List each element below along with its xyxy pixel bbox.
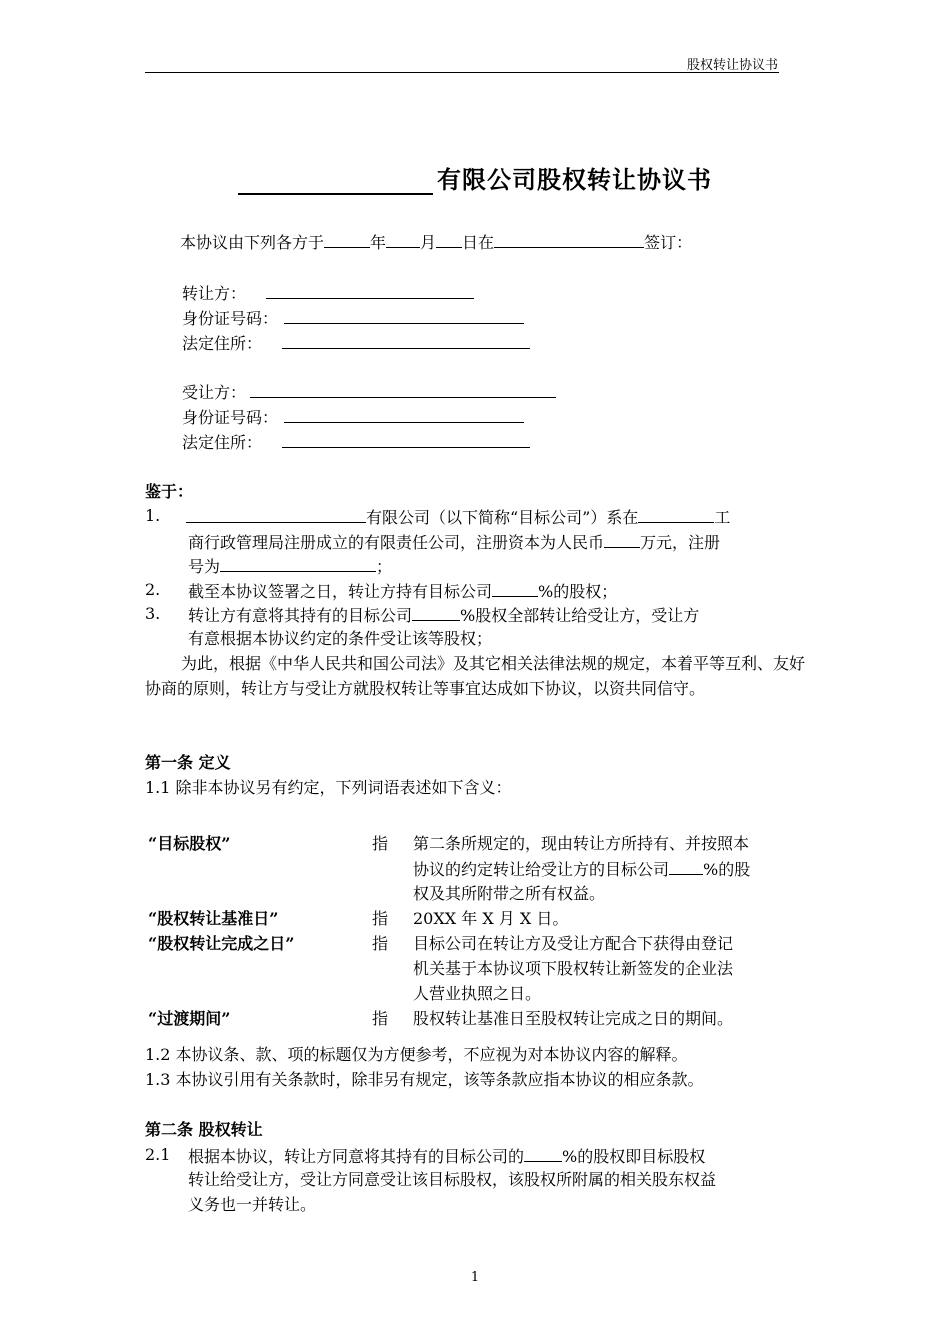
whereas-item1-line1 xyxy=(186,504,730,530)
clause-1-1: 1.1 除非本协议另有约定，下列词语表述如下含义： xyxy=(145,778,512,797)
intro-line xyxy=(180,229,692,255)
whereas-item1-line2 xyxy=(188,529,720,555)
whereas-item1-text-b: 工 xyxy=(714,508,731,527)
definition-body-line xyxy=(413,856,750,882)
clause-2-1-text-b: %的股权即目标股权 xyxy=(562,1147,706,1166)
whereas-item1-text-a: 有限公司（以下简称“目标公司”）系在 xyxy=(366,508,639,527)
transferee-address-blank xyxy=(282,429,530,448)
whereas-item1-number: 1. xyxy=(145,506,161,525)
whereas-item3-text-b: %股权全部转让给受让方，受让方 xyxy=(460,606,700,625)
transferee-address-line xyxy=(182,429,530,455)
article1-heading: 第一条 定义 xyxy=(145,753,231,772)
whereas-item1-text-c: 商行政管理局注册成立的有限责任公司，注册资本为人民币 xyxy=(188,533,605,552)
day-label: 日在 xyxy=(462,233,495,252)
definition-body: 股权转让基准日至股权转让完成之日的期间。 xyxy=(413,1009,734,1028)
article2-heading: 第二条 股权转让 xyxy=(145,1120,263,1139)
intro-text: 本协议由下列各方于 xyxy=(180,233,325,252)
transfer-share-blank xyxy=(524,1143,562,1162)
registration-number-blank xyxy=(220,553,376,572)
whereas-item3-line2: 有意根据本协议约定的条件受让该等股权； xyxy=(188,629,493,648)
transferor-name-blank xyxy=(266,280,474,299)
whereas-item1-text-d: 万元，注册 xyxy=(640,533,721,552)
month-blank xyxy=(386,229,420,248)
clause-2-1-text-a: 根据本协议，转让方同意将其持有的目标公司的 xyxy=(188,1147,525,1166)
place-blank xyxy=(494,229,644,248)
year-label: 年 xyxy=(370,233,387,252)
clause-2-1-line1 xyxy=(188,1143,705,1169)
whereas-item1-line3 xyxy=(188,553,392,579)
definition-body: 20XX 年 X 月 X 日。 xyxy=(413,909,569,928)
definition-body: 第二条所规定的，现由转让方所持有、并按照本 xyxy=(413,834,750,853)
signed-label: 签订： xyxy=(644,233,693,252)
registration-authority-blank xyxy=(638,504,714,523)
transferor-address-blank xyxy=(282,330,530,349)
running-header: 股权转让协议书 xyxy=(686,58,778,73)
definition-body-line: 权及其所附带之所有权益。 xyxy=(413,884,606,903)
transferor-name-line xyxy=(182,280,474,306)
year-blank xyxy=(324,229,370,248)
definition-term: “过渡期间” xyxy=(148,1009,231,1028)
transferor-id-blank xyxy=(284,305,524,324)
transferor-address-line xyxy=(182,330,530,356)
whereas-heading: 鉴于： xyxy=(145,482,194,501)
transferor-address-label: 法定住所： xyxy=(182,334,263,353)
definition-means: 指 xyxy=(372,934,389,953)
whereas-item2-line xyxy=(188,578,617,604)
whereas-item1-text-e: 号为 xyxy=(188,557,221,576)
definition-means: 指 xyxy=(372,1009,389,1028)
whereas-item2-text-b: %的股权； xyxy=(538,582,618,601)
definition-body-line: 机关基于本协议项下股权转让新签发的企业法 xyxy=(413,959,734,978)
definition-body-c: %的股 xyxy=(703,860,751,879)
definition-body-b: 协议的约定转让给受让方的目标公司 xyxy=(413,860,670,879)
transferee-id-blank xyxy=(284,404,524,423)
whereas-item2-number: 2. xyxy=(145,580,161,599)
whereas-closing-paragraph: 为此，根据《中华人民共和国公司法》及其它相关法律法规的规定，本着平等互利、友好协商的原则，转让方与受让方就股权转让等事宜达成如下协议，以资共同信守。 xyxy=(145,654,806,698)
whereas-item3-text-a: 转让方有意将其持有的目标公司 xyxy=(188,606,413,625)
title-company-blank xyxy=(238,167,433,195)
held-percentage-blank xyxy=(492,578,538,597)
month-label: 月 xyxy=(420,233,437,252)
header-rule xyxy=(145,72,779,73)
transferee-name-blank xyxy=(250,379,556,398)
transfer-percentage-blank xyxy=(412,602,460,621)
definition-term: “股权转让完成之日” xyxy=(148,934,295,953)
definition-body: 目标公司在转让方及受让方配合下获得由登记 xyxy=(413,934,734,953)
clause-1-3: 1.3 本协议引用有关条款时，除非另有规定，该等条款应指本协议的相应条款。 xyxy=(145,1070,704,1089)
transferee-address-label: 法定住所： xyxy=(182,433,263,452)
page-number: 1 xyxy=(470,1270,480,1285)
whereas-item1-text-f: ； xyxy=(376,557,393,576)
transferor-id-line xyxy=(182,305,524,331)
definition-term: “目标股权” xyxy=(148,834,231,853)
transferor-name-label: 转让方： xyxy=(182,284,247,303)
registered-capital-blank xyxy=(604,529,640,548)
clause-2-1-line2: 转让给受让方，受让方同意受让该目标股权，该股权所附属的相关股东权益 xyxy=(188,1170,717,1189)
transferor-id-label: 身份证号码： xyxy=(182,309,279,328)
whereas-item2-text-a: 截至本协议签署之日，转让方持有目标公司 xyxy=(188,582,493,601)
transferee-id-label: 身份证号码： xyxy=(182,408,279,427)
day-blank xyxy=(436,229,462,248)
page-title xyxy=(0,160,950,195)
definition-term: “股权转让基准日” xyxy=(148,909,279,928)
target-equity-percentage-blank xyxy=(669,856,703,875)
title-text: 有限公司股权转让协议书 xyxy=(437,165,712,194)
definition-means: 指 xyxy=(372,909,389,928)
transferee-id-line xyxy=(182,404,524,430)
transferee-name-label: 受让方： xyxy=(182,383,247,402)
target-company-blank xyxy=(186,504,366,523)
whereas-item3-line1 xyxy=(188,602,699,628)
clause-1-2: 1.2 本协议条、款、项的标题仅为方便参考，不应视为对本协议内容的解释。 xyxy=(145,1045,688,1064)
definition-means: 指 xyxy=(372,834,389,853)
whereas-item3-number: 3. xyxy=(145,604,161,623)
definition-body-line: 人营业执照之日。 xyxy=(413,984,542,1003)
clause-2-1-number: 2.1 xyxy=(145,1145,171,1164)
transferee-name-line xyxy=(182,379,556,405)
clause-2-1-line3: 义务也一并转让。 xyxy=(188,1195,317,1214)
